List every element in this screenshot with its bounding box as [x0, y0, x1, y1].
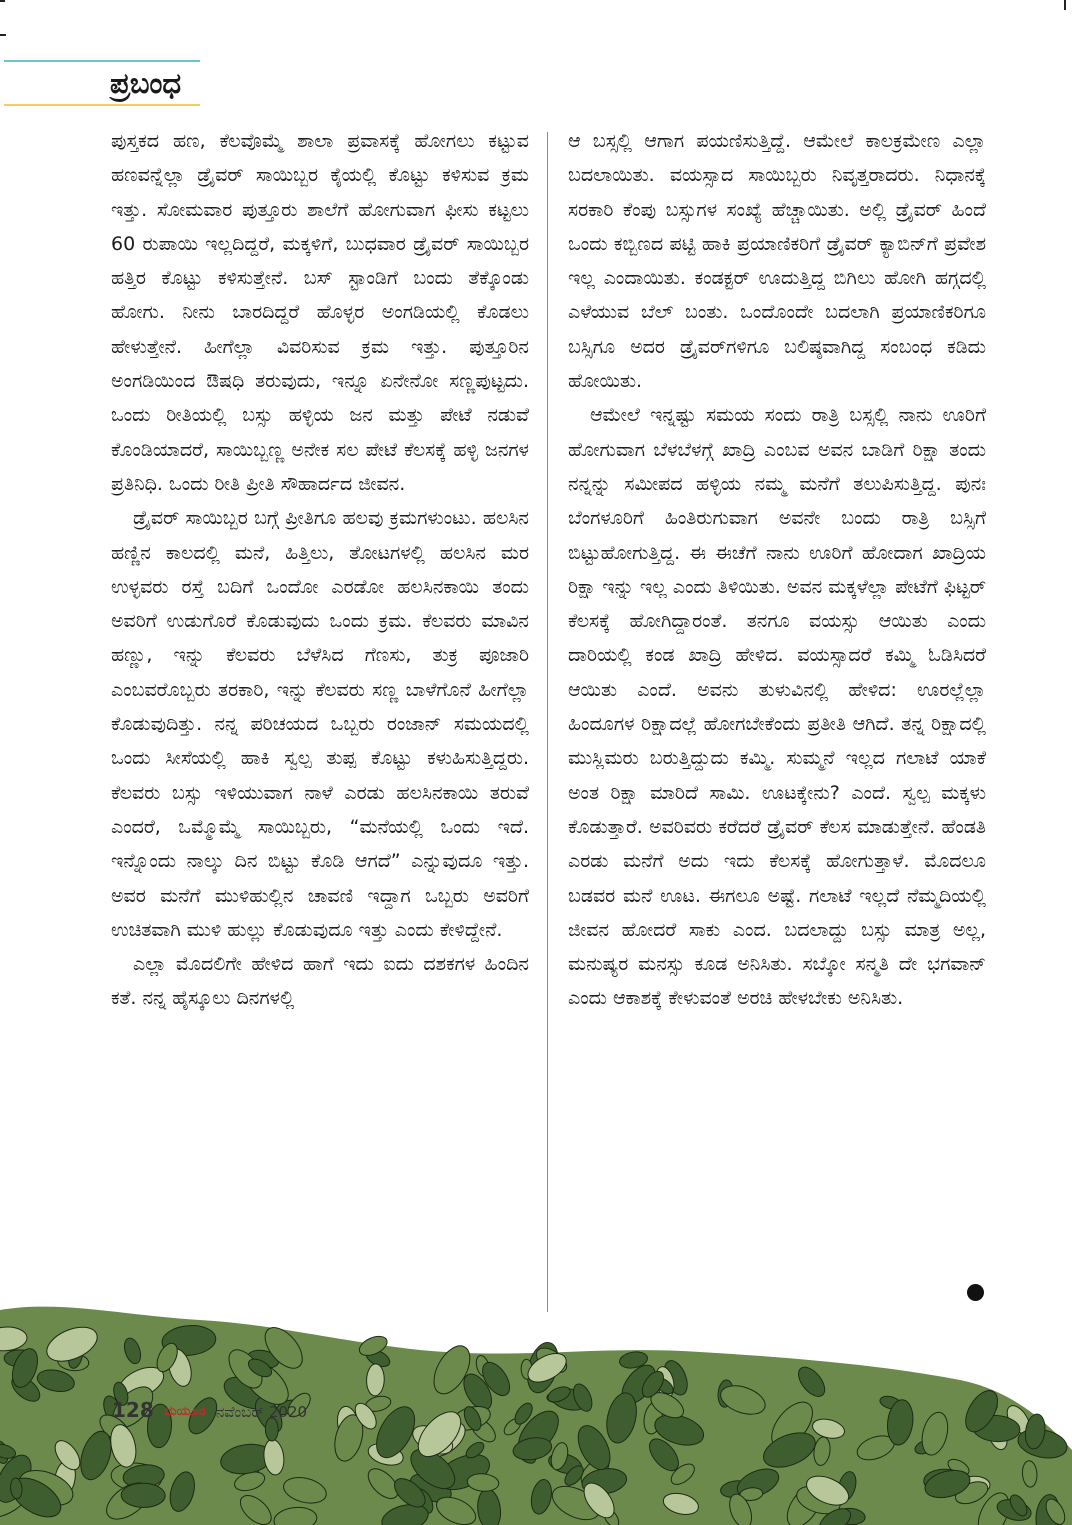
paragraph: ಆ ಬಸ್ಸಲ್ಲಿ ಆಗಾಗ ಪಯಣಿಸುತ್ತಿದ್ದೆ. ಆಮೇಲೆ ಕಾಲಕ್ರಮೇಣ ಎಲ್ಲಾ ಬದಲಾಯಿತು. ವಯಸ್ಸಾದ ಸಾಯಿಬ್ಬರು ನಿವೃತ್ತರಾದರು. ನಿಧಾನಕ್ಕೆ ಸರಕಾರಿ ಕೆಂಪು ಬಸ್ಸುಗಳ ಸಂಖ್ಯೆ ಹೆಚ್ಚಾಯಿತು. ಅಲ್ಲಿ ಡ್ರೈವರ್ ಹಿಂದೆ ಒಂದು ಕಬ್ಬಿಣದ ಪಟ್ಟಿ ಹಾಕಿ ಪ್ರಯಾಣಿಕರಿಗೆ ಡ್ರೈವರ್ ಕ್ಯಾಬಿನ್‌ಗೆ ಪ್ರವೇಶ ಇಲ್ಲ ಎಂದಾಯಿತು. ಕಂಡಕ್ಟರ್ ಊದುತ್ತಿದ್ದ ಬಿಗಿಲು ಹೋಗಿ ಹಗ್ಗದಲ್ಲಿ ಎಳೆಯುವ ಬೆಲ್ ಬಂತು. ಒಂದೊಂದೇ ಬದಲಾಗಿ ಪ್ರಯಾಣಿಕರಿಗೂ ಬಸ್ಸಿಗೂ ಅದರ ಡ್ರೈವರ್‌ಗಳಿಗೂ ಬಲಿಷ್ಠವಾಗಿದ್ದ ಸಂಬಂಧ ಕಡಿದು ಹೋಯಿತು. — [568, 130, 986, 393]
crop-mark-top-left — [0, 0, 5, 2]
article-column-right — [568, 124, 986, 1312]
article-column-left — [111, 124, 529, 1312]
section-title: ಪ್ರಬಂಧ — [110, 66, 182, 100]
crop-mark-left — [0, 34, 6, 36]
issue-date: ನವೆಂಬರ್ 2020 — [215, 1403, 308, 1421]
header-rule-bottom — [4, 104, 200, 106]
leaf — [121, 1483, 165, 1508]
header-rule-top — [4, 60, 200, 62]
paragraph: ಪುಸ್ತಕದ ಹಣ, ಕೆಲವೊಮ್ಮೆ ಶಾಲಾ ಪ್ರವಾಸಕ್ಕೆ ಹೋಗಲು ಕಟ್ಟುವ ಹಣವನ್ನೆಲ್ಲಾ ಡ್ರೈವರ್ ಸಾಯಿಬ್ಬರ ಕೈಯಲ್ಲಿ ಕೊಟ್ಟು ಕಳಿಸುವ ಕ್ರಮ ಇತ್ತು. ಸೋಮವಾರ ಪುತ್ತೂರು ಶಾಲೆಗೆ ಹೋಗುವಾಗ ಫೀಸು ಕಟ್ಟಲು 60 ರುಪಾಯಿ ಇಲ್ಲದಿದ್ದರೆ, ಮಕ್ಕಳಿಗೆ, ಬುಧವಾರ ಡ್ರೈವರ್ ಸಾಯಿಬ್ಬರ ಹತ್ತಿರ ಕೊಟ್ಟು ಕಳಿಸುತ್ತೇನೆ. ಬಸ್ ಸ್ಟಾಂಡಿಗೆ ಬಂದು ತೆಕ್ಕೊಂಡು ಹೋಗು. ನೀನು ಬಾರದಿದ್ದರೆ ಹೊಳ್ಳರ ಅಂಗಡಿಯಲ್ಲಿ ಕೊಡಲು ಹೇಳುತ್ತೇನೆ. ಹೀಗೆಲ್ಲಾ ವಿವರಿಸುವ ಕ್ರಮ ಇತ್ತು. ಪುತ್ತೂರಿನ ಅಂಗಡಿಯಿಂದ ಔಷಧಿ ತರುವುದು, ಇನ್ನೂ ಏನೇನೋ ಸಣ್ಣಪುಟ್ಟದು. ಒಂದು ರೀತಿಯಲ್ಲಿ ಬಸ್ಸು ಹಳ್ಳಿಯ ಜನ ಮತ್ತು ಪೇಟೆ ನಡುವೆ ಕೊಂಡಿಯಾದರೆ, ಸಾಯಿಬ್ಬಣ್ಣ ಅನೇಕ ಸಲ ಪೇಟೆ ಕೆಲಸಕ್ಕೆ ಹಳ್ಳಿ ಜನಗಳ ಪ್ರತಿನಿಧಿ. ಒಂದು ರೀತಿ ಪ್ರೀತಿ ಸೌಹಾರ್ದದ ಜೀವನ. — [111, 130, 529, 495]
page-number: 128 — [112, 1398, 154, 1422]
column-divider — [547, 132, 548, 1312]
page-folio — [112, 1398, 307, 1428]
paragraph: ಆಮೇಲೆ ಇನ್ನಷ್ಟು ಸಮಯ ಸಂದು ರಾತ್ರಿ ಬಸ್ಸಲ್ಲಿ ನಾನು ಊರಿಗೆ ಹೋಗುವಾಗ ಬೆಳಬೆಳಗ್ಗೆ ಖಾದ್ರಿ ಎಂಬವ ಅವನ ಬಾಡಿಗೆ ರಿಕ್ಷಾ ತಂದು ನನ್ನನ್ನು ಸಮೀಪದ ಹಳ್ಳಿಯ ನಮ್ಮ ಮನೆಗೆ ತಲುಪಿಸುತ್ತಿದ್ದ. ಪುನಃ ಬೆಂಗಳೂರಿಗೆ ಹಿಂತಿರುಗುವಾಗ ಅವನೇ ಬಂದು ರಾತ್ರಿ ಬಸ್ಸಿಗೆ ಬಿಟ್ಟುಹೋಗುತ್ತಿದ್ದ. ಈ ಈಚೆಗೆ ನಾನು ಊರಿಗೆ ಹೋದಾಗ ಖಾದ್ರಿಯ ರಿಕ್ಷಾ ಇನ್ನು ಇಲ್ಲ ಎಂದು ತಿಳಿಯಿತು. ಅವನ ಮಕ್ಕಳೆಲ್ಲಾ ಪೇಟೆಗೆ ಫಿಟ್ಟರ್ ಕೆಲಸಕ್ಕೆ ಹೋಗಿದ್ದಾರಂತೆ. ತನಗೂ ವಯಸ್ಸು ಆಯಿತು ಎಂದು ದಾರಿಯಲ್ಲಿ ಕಂಡ ಖಾದ್ರಿ ಹೇಳಿದ. ವಯಸ್ಸಾದರೆ ಕಮ್ಮಿ ಓಡಿಸಿದರೆ ಆಯಿತು ಎಂದೆ. ಅವನು ತುಳುವಿನಲ್ಲಿ ಹೇಳಿದ: ಊರಲ್ಲೆಲ್ಲಾ ಹಿಂದೂಗಳ ರಿಕ್ಷಾದಲ್ಲೆ ಹೋಗಬೇಕೆಂದು ಪ್ರತೀತಿ ಆಗಿದೆ. ತನ್ನ ರಿಕ್ಷಾದಲ್ಲಿ ಮುಸ್ಲಿಮರು ಬರುತ್ತಿದ್ದುದು ಕಮ್ಮಿ. ಸುಮ್ಮನೆ ಇಲ್ಲದ ಗಲಾಟೆ ಯಾಕೆ ಅಂತ ರಿಕ್ಷಾ ಮಾರಿದೆ ಸಾಮಿ. ಊಟಕ್ಕೇನು? ಎಂದೆ. ಸ್ವಲ್ಪ ಮಕ್ಕಳು ಕೊಡುತ್ತಾರೆ. ಅವರಿವರು ಕರೆದರೆ ಡ್ರೈವರ್ ಕೆಲಸ ಮಾಡುತ್ತೇನೆ. ಹೆಂಡತಿ ಎರಡು ಮನೆಗೆ ಅದು ಇದು ಕೆಲಸಕ್ಕೆ ಹೋಗುತ್ತಾಳೆ. ಮೊದಲೂ ಬಡವರ ಮನೆ ಊಟ. ಈಗಲೂ ಅಷ್ಟೆ. ಗಲಾಟೆ ಇಲ್ಲದೆ ನೆಮ್ಮದಿಯಲ್ಲಿ ಜೀವನ ಹೋದರೆ ಸಾಕು ಎಂದ. ಬದಲಾದ್ದು ಬಸ್ಸು ಮಾತ್ರ ಅಲ್ಲ, ಮನುಷ್ಯರ ಮನಸ್ಸು ಕೂಡ ಅನಿಸಿತು. ಸಬ್ಕೋ ಸನ್ಮತಿ ದೇ ಭಗವಾನ್ ಎಂದು ಆಕಾಶಕ್ಕೆ ಕೇಳುವಂತೆ ಅರಚಿ ಹೇಳಬೇಕು ಅನಿಸಿತು. — [568, 404, 986, 1010]
crop-mark-top-right — [1064, 0, 1066, 10]
magazine-brand: ಮಯೂರ — [164, 1404, 206, 1419]
section-header — [0, 56, 200, 108]
paragraph: ಎಲ್ಲಾ ಮೊದಲಿಗೇ ಹೇಳಿದ ಹಾಗೆ ಇದು ಐದು ದಶಕಗಳ ಹಿಂದಿನ ಕತೆ. ನನ್ನ ಹೈಸ್ಕೂಲು ದಿನಗಳಲ್ಲಿ — [111, 953, 529, 1010]
paragraph: ಡ್ರೈವರ್ ಸಾಯಿಬ್ಬರ ಬಗ್ಗೆ ಪ್ರೀತಿಗೂ ಹಲವು ಕ್ರಮಗಳುಂಟು. ಹಲಸಿನ ಹಣ್ಣಿನ ಕಾಲದಲ್ಲಿ ಮನೆ, ಹಿತ್ತಿಲು, ತೋಟಗಳಲ್ಲಿ ಹಲಸಿನ ಮರ ಉಳ್ಳವರು ರಸ್ತೆ ಬದಿಗೆ ಒಂದೋ ಎರಡೋ ಹಲಸಿನಕಾಯಿ ತಂದು ಅವರಿಗೆ ಉಡುಗೊರೆ ಕೊಡುವುದು ಒಂದು ಕ್ರಮ. ಕೆಲವರು ಮಾವಿನ ಹಣ್ಣು, ಇನ್ನು ಕೆಲವರು ಬೆಳೆಸಿದ ಗೆಣಸು, ತುಕ್ರ ಪೂಜಾರಿ ಎಂಬವರೊಬ್ಬರು ತರಕಾರಿ, ಇನ್ನು ಕೆಲವರು ಸಣ್ಣ ಬಾಳೆಗೊನೆ ಹೀಗೆಲ್ಲಾ ಕೊಡುವುದಿತ್ತು. ನನ್ನ ಪರಿಚಯದ ಒಬ್ಬರು ರಂಜಾನ್ ಸಮಯದಲ್ಲಿ ಒಂದು ಸೀಸೆಯಲ್ಲಿ ಹಾಕಿ ಸ್ವಲ್ಪ ತುಪ್ಪ ಕೊಟ್ಟು ಕಳುಹಿಸುತ್ತಿದ್ದರು. ಕೆಲವರು ಬಸ್ಸು ಇಳಿಯುವಾಗ ನಾಳೆ ಎರಡು ಹಲಸಿನಕಾಯಿ ತರುವೆ ಎಂದರೆ, ಒಮ್ಮೊಮ್ಮೆ ಸಾಯಿಬ್ಬರು, “ಮನೆಯಲ್ಲಿ ಒಂದು ಇದೆ. ಇನ್ನೊಂದು ನಾಲ್ಕು ದಿನ ಬಿಟ್ಟು ಕೊಡಿ ಆಗದೆ” ಎನ್ನುವುದೂ ಇತ್ತು. ಅವರ ಮನೆಗೆ ಮುಳಿಹುಲ್ಲಿನ ಚಾವಣಿ ಇದ್ದಾಗ ಒಬ್ಬರು ಅವರಿಗೆ ಉಚಿತವಾಗಿ ಮುಳಿ ಹುಲ್ಲು ಕೊಡುವುದೂ ಇತ್ತು ಎಂದು ಕೇಳಿದ್ದೇನೆ. — [111, 507, 529, 941]
